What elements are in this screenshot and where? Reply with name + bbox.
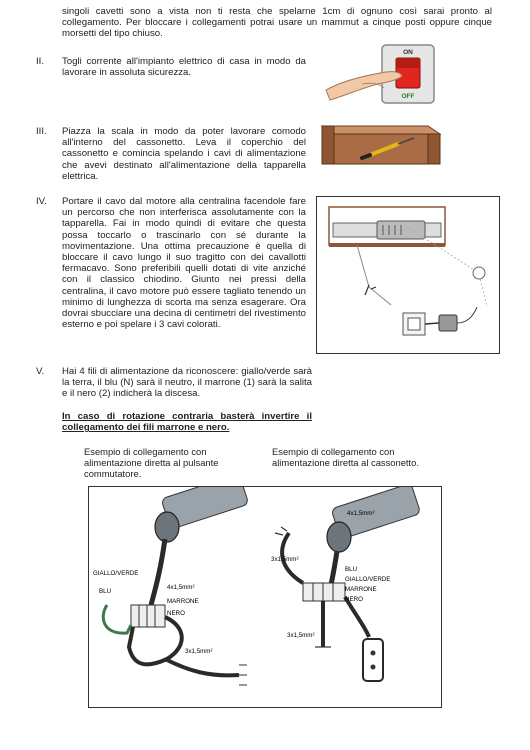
step-text: Piazza la scala in modo da poter lavorare comodo all'interno del cassonetto. Leva il coperchio del cassonetto e comincia spelando i cavi di alimentazione che avevi destinato all'alimentazione della tapparella elettrica. [62,126,306,182]
label-giallo-verde-right: GIALLO/VERDE [345,576,391,583]
label-nero-left: NERO [167,610,185,617]
step-number: IV. [36,196,47,207]
step-number: III. [36,126,47,137]
label-cable3-left: 3x1,5mm² [185,648,213,655]
caption-left: Esempio di collegamento con alimentazione diretta al pulsante commutatore. [84,446,219,479]
step-note: In caso di rotazione contraria basterà invertire il collegamento dei fili marrone e nero. [62,411,312,434]
cassonetto-illustration [318,120,444,168]
label-giallo-verde-left: GIALLO/VERDE [93,570,139,577]
label-nero-right: NERO [345,596,363,603]
switch-on-label: ON [403,49,413,56]
label-cable3-right-bottom: 3x1,5mm² [287,632,315,639]
step-number: II. [36,56,44,67]
caption-right: Esempio di collegamento con alimentazione diretta al cassonetto. [272,446,419,468]
step-number: V. [36,366,45,377]
cable-routing-illustration [316,196,500,354]
intro-paragraph: singoli cavetti sono a vista non ti resta che spelarne 1cm di ognuno così sarai pronto al collegamento. Per bloccare i collegamenti potrai usare un mammut a cinque posti oppure cinque morsetti del tipo chiuso. [62,6,492,40]
step-text: Hai 4 fili di alimentazione da riconoscere: giallo/verde sarà la terra, il blu (N) sarà il neutro, il marrone (1) sarà la salita e il nero (2) indicherà la discesa. [62,366,312,400]
switch-off-label: OFF [401,93,415,100]
label-blu-left: BLU [99,588,112,595]
label-cable4-right: 4x1,5mm² [347,510,375,517]
switch-illustration [322,42,438,106]
step-text: Portare il cavo dal motore alla centralina facendole fare un percorso che non interferisca assolutamente con la tapparella. Fai in modo quindi di evitare che questa possa toccarlo o trascinarlo con sé durante la movimentazione. Una ottima precauzione è quella di bloccare il cavo lungo il suo tragitto con dei cavallotti fermacavo. Sono preferibili quelli dotati di vite anziché con il classico chiodino. Giunto nei pressi della centralina, il cavo motore può essere tagliato tenendo un minimo di lunghezza di scorta ma senza esagerare. Ora dovrai sbucciare una decina di centimetri del rivestimento esterno e poi spelare i 3 cavi colorati. [62,196,306,331]
label-cable4-left: 4x1,5mm² [167,584,195,591]
label-marrone-right: MARRONE [345,586,377,593]
label-blu-right: BLU [345,566,358,573]
wiring-diagram [88,486,442,708]
step-text: Togli corrente all'impianto elettrico di casa in modo da lavorare in assoluta sicurezza. [62,56,306,79]
label-cable3-right-top: 3x1,5mm² [271,556,299,563]
label-marrone-left: MARRONE [167,598,199,605]
